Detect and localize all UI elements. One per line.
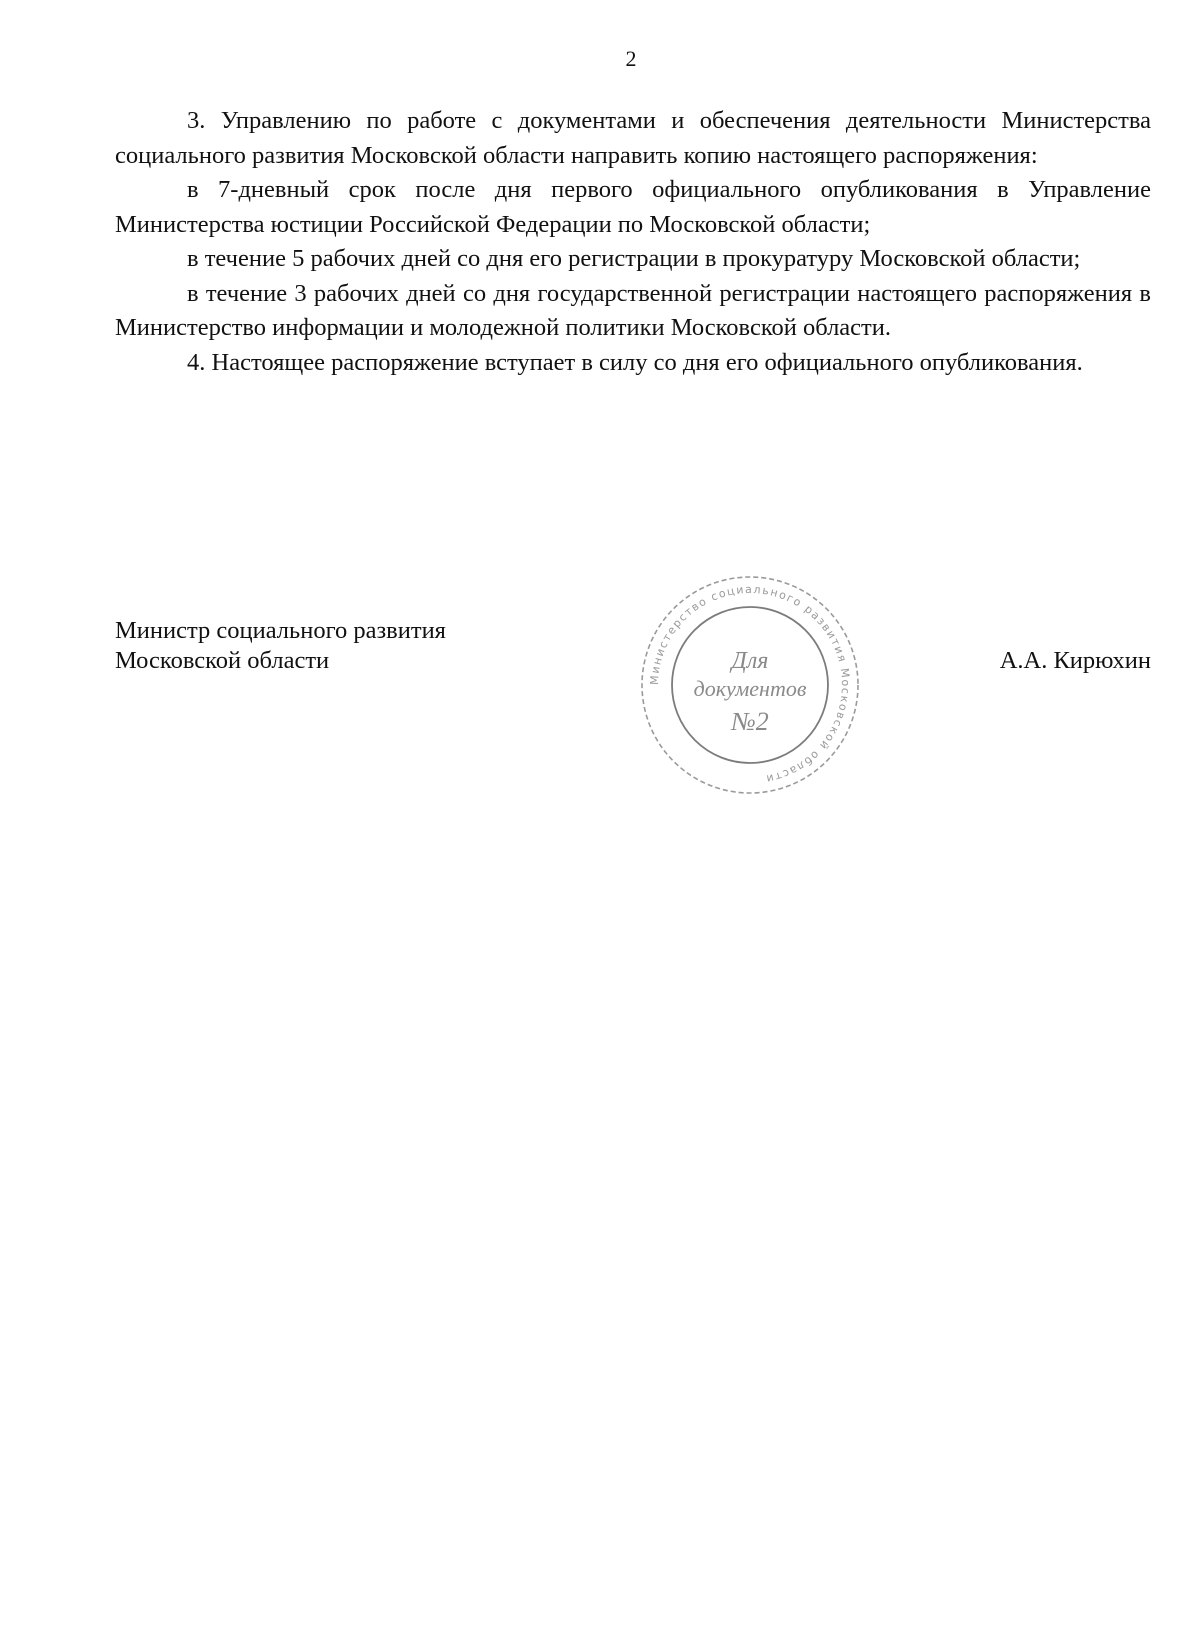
signer-name: А.А. Кирюхин	[999, 647, 1151, 674]
paragraph-subitem-prosecutor: в течение 5 рабочих дней со дня его регистрации в прокуратуру Московской области;	[187, 245, 1081, 272]
official-stamp	[635, 570, 865, 800]
page-number: 2	[625, 46, 637, 71]
paragraph-item-3: 3. Управлению по работе с документами и обеспечения деятельности Министерства социального развития Московской области направить копию настоящего распоряжения:	[115, 107, 1151, 169]
document-body	[115, 104, 1151, 380]
stamp-ring-text: Министерство социального развития Московской области	[647, 582, 853, 786]
stamp-center-line2: документов	[693, 676, 807, 701]
signer-title-line2: Московской области	[115, 647, 330, 674]
signer-title-line1: Министр социального развития	[115, 617, 446, 644]
paragraph-item-4: 4. Настоящее распоряжение вступает в силу со дня его официального опубликования.	[187, 348, 1083, 376]
paragraph-subitem-justice: в 7-дневный срок после дня первого официального опубликования в Управление Министерства юстиции Российской Федерации по Московской области;	[115, 176, 1151, 238]
paragraph-subitem-information: в течение 3 рабочих дней со дня государственной регистрации настоящего распоряжения в Министерство информации и молодежной политики Московской области.	[115, 279, 1151, 341]
signer-title	[115, 616, 535, 676]
signature-block	[115, 582, 1151, 816]
stamp-center-line3: №2	[731, 707, 769, 736]
stamp-center-line1: Для	[731, 648, 769, 674]
